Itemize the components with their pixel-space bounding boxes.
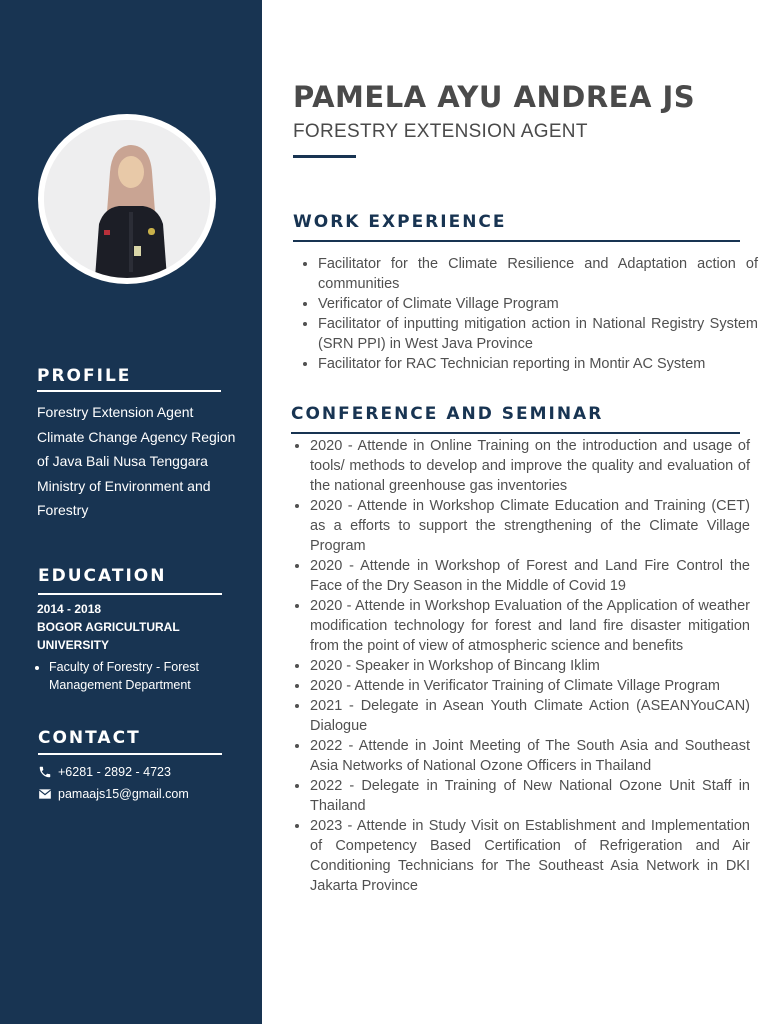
education-heading: EDUCATION [38,566,167,586]
phone-icon [38,765,52,779]
contact-heading: CONTACT [38,728,141,748]
list-item: • 2020 - Attende in Workshop Climate Education and Training (CET) as a efforts to support the strengthening of the Climate Village Program [310,496,750,556]
profile-photo-frame [38,114,216,284]
email-link[interactable]: pamaajs15@gmail.com [58,787,189,801]
list-item: • 2022 - Attende in Joint Meeting of The South Asia and Southeast Asia Networks of National Ozone Officers in Thailand [310,736,750,776]
education-years: 2014 - 2018 [37,602,102,616]
list-item: • Verificator of Climate Village Program [318,294,758,314]
list-item: • 2020 - Attende in Online Training on the introduction and usage of tools/ methods to develop and improve the quality and evaluation of the national greenhouse gas inventories [310,436,750,496]
list-item: • Facilitator of inputting mitigation action in National Registry System (SRN PPI) in West Java Province [318,314,758,354]
profile-divider [37,390,221,392]
conference-list [292,436,750,896]
list-item: • 2020 - Attende in Workshop of Forest and Land Fire Control the Face of the Dry Season in the Middle of Covid 19 [310,556,750,596]
list-item: • 2022 - Delegate in Training of New National Ozone Unit Staff in Thailand [310,776,750,816]
profile-line: Ministry of Environment and [37,477,211,494]
name-accent-rule [293,155,356,158]
conference-divider [291,432,740,434]
work-experience-list [300,254,758,374]
profile-text [37,400,252,523]
profile-line: Forestry Extension Agent [37,404,194,420]
education-school: BOGOR AGRICULTURAL UNIVERSITY [37,620,180,652]
list-item: • 2023 - Attende in Study Visit on Establishment and Implementation of Competency Based Certification of Refrigeration and Air Conditioning Technicians for The Southeast Asia Network in DKI Jakarta Province [310,816,750,896]
list-item: • Facilitator for the Climate Resilience and Adaptation action of communities [318,254,758,294]
envelope-icon [38,788,52,800]
profile-line: Climate Change Agency Region [37,428,236,445]
profile-line: of Java Bali Nusa Tenggara [37,453,208,470]
list-item: • 2021 - Delegate in Asean Youth Climate Action (ASEANYouCAN) Dialogue [310,696,750,736]
list-item: • 2020 - Speaker in Workshop of Bincang Iklim [310,656,750,676]
person-photo-illustration [44,120,210,278]
profile-line: Forestry [37,502,89,519]
list-item: • Facilitator for RAC Technician reporting in Montir AC System [318,354,758,374]
candidate-name: PAMELA AYU ANDREA JS [293,80,696,114]
contact-divider [38,753,222,755]
education-detail-item: • Faculty of Forestry - Forest Management Department [49,658,237,694]
education-details [37,658,237,694]
profile-photo [44,120,210,278]
contact-phone-row [38,765,171,779]
phone-link[interactable]: +6281 - 2892 - 4723 [58,765,171,779]
conference-heading: CONFERENCE AND SEMINAR [291,404,604,424]
list-item: • 2020 - Attende in Workshop Evaluation of the Application of weather modification technology for forest and land fire disaster mitigation from the point of view of atmospheric science and benefits [310,596,750,656]
profile-heading: PROFILE [37,366,132,386]
education-divider [38,593,222,595]
sidebar [0,0,262,1024]
work-experience-heading: WORK EXPERIENCE [293,212,507,232]
education-block [37,600,237,694]
work-divider [293,240,740,242]
candidate-role: FORESTRY EXTENSION AGENT [293,121,588,142]
list-item: • 2020 - Attende in Verificator Training of Climate Village Program [310,676,750,696]
contact-email-row [38,787,189,801]
